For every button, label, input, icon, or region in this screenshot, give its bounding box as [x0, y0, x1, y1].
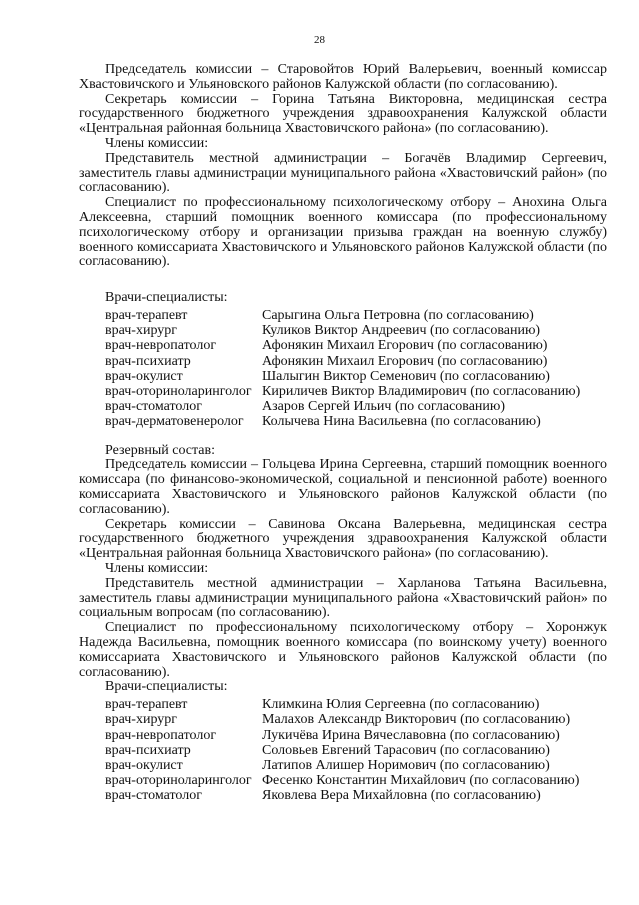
main-doctors-list: [79, 308, 607, 430]
doctor-name: Кириличев Виктор Владимирович (по согласованию): [262, 383, 581, 399]
doctor-role: врач-психиатр: [105, 353, 191, 369]
doctor-role: врач-окулист: [105, 368, 183, 384]
main-composition: [79, 63, 607, 430]
doctor-row: [79, 369, 607, 384]
doctor-name: Соловьев Евгений Тарасович (по согласованию): [262, 742, 550, 758]
doctor-role: врач-терапевт: [105, 307, 188, 323]
doctor-name: Фесенко Константин Михайлович (по согласованию): [262, 773, 580, 789]
main-admin-representative: Представитель местной администрации – Богачёв Владимир Сергеевич, заместитель главы администрации муниципального района «Хвастовичский район» (по согласованию).: [79, 150, 607, 196]
doctor-row: [79, 338, 607, 353]
doctor-row: [79, 384, 607, 399]
doctor-row: [79, 354, 607, 369]
doctor-row: [79, 414, 607, 429]
doctor-row: [79, 773, 607, 788]
doctor-row: [79, 323, 607, 338]
reserve-chairman: Председатель комиссии – Гольцева Ирина Сергеевна, старший помощник военного комиссара (по финансово-экономической, социальной и пенсионной работе) военного комиссариата Хвастовичского и Ульяновского районов Калужской области (по согласованию).: [79, 457, 607, 517]
doctor-role: врач-невропатолог: [105, 727, 217, 743]
reserve-admin-representative: Представитель местной администрации – Харланова Татьяна Васильевна, заместитель главы администрации муниципального района «Хвастовичский район» по социальным вопросам (по согласованию).: [79, 575, 607, 621]
doctor-role: врач-оториноларинголог: [105, 773, 252, 789]
doctor-row: [79, 399, 607, 414]
main-members-heading: Члены комиссии:: [105, 135, 209, 151]
doctor-role: врач-психиатр: [105, 742, 191, 758]
doctor-row: [79, 697, 607, 712]
reserve-psych-specialist: Специалист по профессиональному психологическому отбору – Хоронжук Надежда Васильевна, помощник военного комиссара (по воинскому учету) военного комиссариата Хвастовичского и Ульяновского районов Калужской области (по согласованию).: [79, 620, 607, 680]
doctor-role: врач-хирург: [105, 323, 178, 339]
doctor-name: Лукичёва Ирина Вячеславовна (по согласованию): [262, 727, 560, 743]
doctor-role: врач-терапевт: [105, 697, 188, 713]
doctor-role: врач-окулист: [105, 757, 183, 773]
doctor-name: Яковлева Вера Михайловна (по согласованию): [262, 788, 541, 804]
reserve-doctors-heading: Врачи-специалисты:: [105, 679, 228, 695]
doctor-name: Азаров Сергей Ильич (по согласованию): [262, 399, 506, 415]
doctor-name: Сарыгина Ольга Петровна (по согласованию): [262, 307, 534, 323]
doctor-role: врач-стоматолог: [105, 788, 202, 804]
main-doctors-heading: Врачи-специалисты:: [105, 290, 228, 306]
doctor-role: врач-дерматовенеролог: [105, 414, 244, 430]
doctor-row: [79, 728, 607, 743]
doctor-name: Афонякин Михаил Егорович (по согласованию): [262, 338, 548, 354]
reserve-secretary: Секретарь комиссии – Савинова Оксана Валерьевна, медицинская сестра государственного бюджетного учреждения здравоохранения Калужской области «Центральная районная больница Хвастовичского района» (по согласованию).: [79, 516, 607, 562]
reserve-composition: [79, 444, 607, 804]
doctor-role: врач-невропатолог: [105, 338, 217, 354]
doctor-name: Куликов Виктор Андреевич (по согласованию): [262, 323, 541, 339]
doctor-row: [79, 788, 607, 803]
doctor-row: [79, 758, 607, 773]
doctor-role: врач-стоматолог: [105, 399, 202, 415]
main-secretary: Секретарь комиссии – Горина Татьяна Викторовна, медицинская сестра государственного бюджетного учреждения здравоохранения Калужской области «Центральная районная больница Хвастовичского района» (по согласованию).: [79, 91, 607, 137]
doctor-name: Климкина Юлия Сергеевна (по согласованию): [262, 697, 540, 713]
doctor-role: врач-хирург: [105, 712, 178, 728]
doctor-name: Малахов Александр Викторович (по согласованию): [262, 712, 571, 728]
main-psych-specialist: Специалист по профессиональному психологическому отбору – Анохина Ольга Алексеевна, старший помощник военного комиссара (по профессиональному психологическому отбору и организации призыва граждан на военную службу) военного комиссариата Хвастовичского и Ульяновского районов Калужской области (по согласованию).: [79, 195, 607, 270]
doctor-name: Афонякин Михаил Егорович (по согласованию): [262, 353, 548, 369]
doctor-name: Колычева Нина Васильевна (по согласованию): [262, 414, 541, 430]
doctor-row: [79, 743, 607, 758]
main-chairman: Председатель комиссии – Старовойтов Юрий Валерьевич, военный комиссар Хвастовичского и Ульяновского районов Калужской области (по согласованию).: [79, 62, 607, 92]
doctor-row: [79, 308, 607, 323]
doctor-role: врач-оториноларинголог: [105, 383, 252, 399]
document-body: [79, 63, 607, 804]
doctor-name: Латипов Алишер Норимович (по согласованию): [262, 757, 550, 773]
doctor-name: Шалыгин Виктор Семенович (по согласованию): [262, 368, 550, 384]
page-number: 28: [314, 34, 325, 46]
doctor-row: [79, 712, 607, 727]
reserve-doctors-list: [79, 697, 607, 803]
reserve-heading: Резервный состав:: [105, 442, 216, 458]
reserve-members-heading: Члены комиссии:: [105, 560, 209, 576]
